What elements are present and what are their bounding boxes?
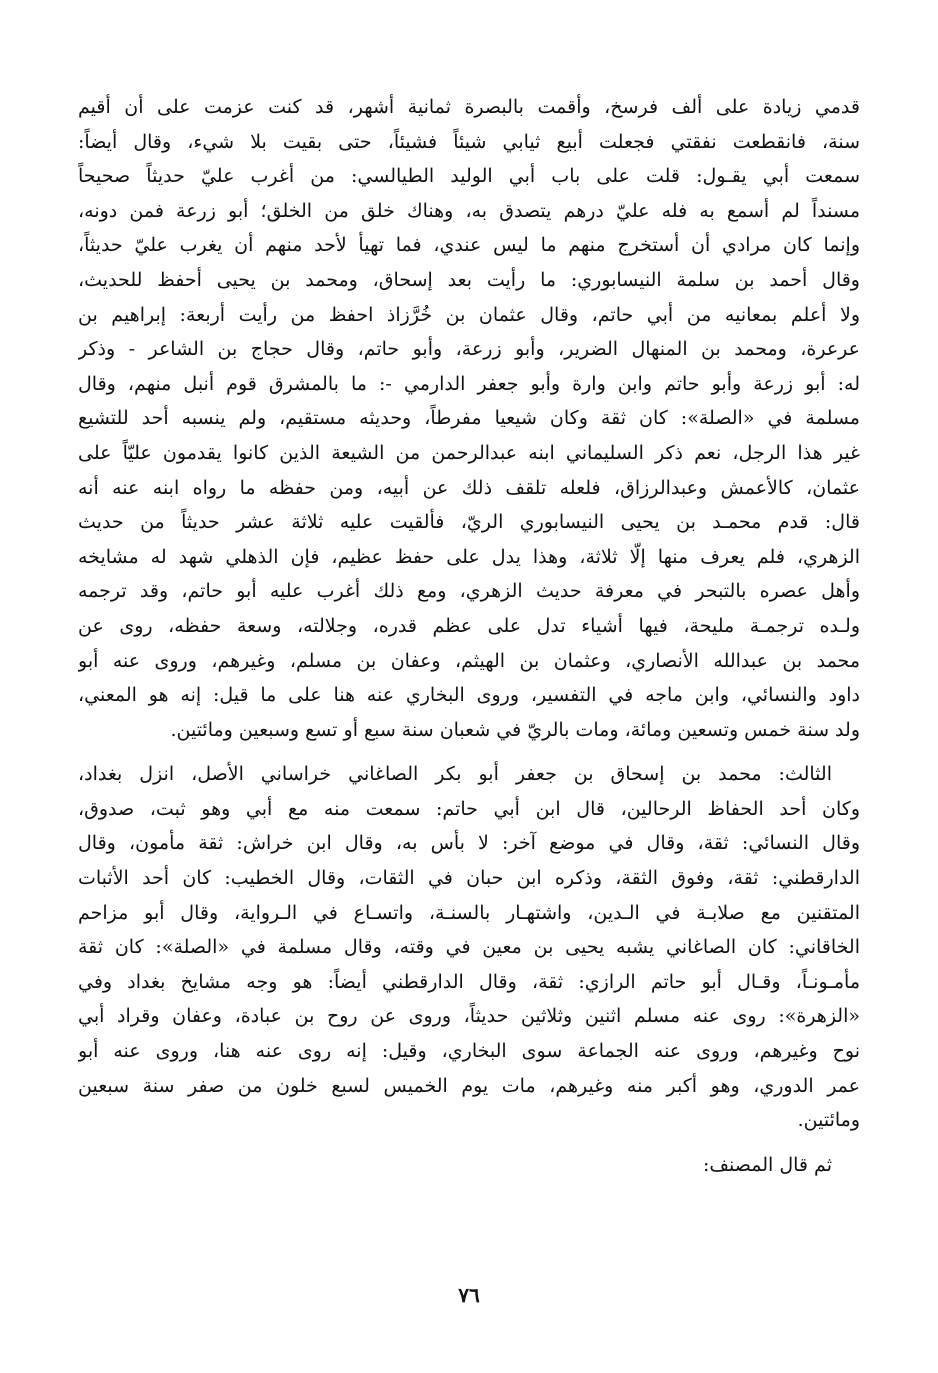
paragraph-1 [78,90,860,747]
text-line: الدارقطني: ثقة، وفوق الثقة، وذكره ابن حبان في الثقات، وقال الخطيب: كان أحد الأثبات [78,867,860,890]
text-line: ومائتين. [797,1109,860,1132]
page-number: ٧٦ [458,1283,480,1307]
text-line: وإنما كان مرادي أن أستخرج منهم ما ليس عندي، فما تهيأ لأحد منهم أن يغرب عليّ حديثاً، [78,234,860,257]
text-line: وأهل عصره بالتبحر في معرفة حديث الزهري، ومع ذلك أغرب عليه أبو حاتم، وقد ترجمه [78,580,860,603]
document-page [78,90,860,1182]
text-line: سنة، فانقطعت نفقتي فجعلت أبيع ثيابي شيئاً فشيئاً، حتى بقيت بلا شيء، وقال أيضاً: [78,130,860,153]
text-line: غير هذا الرجل، نعم ذكر السليماني ابنه عبدالرحمن من الشيعة الذين كانوا يقدمون عليّاً على [78,441,860,464]
text-line: ولا أعلم بمعانيه من أبي حاتم، وقال عثمان بن خُرَّزاذ احفظ من رأيت أربعة: إبراهيم بن [78,303,860,326]
text-line: له: أبو زرعة وأبو حاتم وابن وارة وأبو جعفر الدارمي -: ما بالمشرق قوم أنبل منهم، وقال [78,372,860,395]
paragraph-2 [78,757,860,1138]
text-line: «الزهرة»: روى عنه مسلم اثنين وثلاثين حديثاً، وروى عن روح بن عبادة، وعفان وقراد أبي [78,1005,860,1028]
text-line: قدمي زيادة على ألف فرسخ، وأقمت بالبصرة ثمانية أشهر، قد كنت عزمت على أن أقيم [78,96,860,118]
text-line: قال: قدم محمـد بن يحيى النيسابوري الريّ، فألقيت عليه ثلاثة عشر حديثاً من حديث [78,511,860,534]
text-line: الثالث: محمد بن إسحاق بن جعفر أبو بكر الصاغاني خراساني الأصل، انزل بغداد، [78,763,832,786]
paragraph-gap [78,747,860,757]
paragraph-3 [78,1148,860,1183]
text-line: داود والنسائي، وابن ماجه في التفسير، وروى البخاري عنه هنا على ما قيل: إنه هو المعني، [78,684,860,707]
text-line: ثم قال المصنف: [702,1153,832,1176]
text-line: عمر الدوري، وهو أكبر منه وغيرهم، مات يوم الخميس لسبع خلون من صفر سنة سبعين [78,1074,860,1097]
text-line: مسنداً لم أسمع به فله عليّ درهم يتصدق به، وهناك خلق من الخلق؛ أبو زرعة فمن دونه، [78,199,860,222]
text-line: وقال النسائي: ثقة، وقال في موضع آخر: لا بأس به، وقال ابن خراش: ثقة مأمون، وقال [78,832,860,855]
text-line: المتقنين مع صلابـة في الـدين، واشتهـار بالسنـة، واتسـاع في الـرواية، وقال أبو مزاحم [78,901,860,924]
text-line: ولد سنة خمس وتسعين ومائة، ومات بالريّ في شعبان سنة سبع أو تسع وسبعين ومائتين. [170,718,860,741]
paragraph-gap [78,1138,860,1148]
text-line: مأمـونـاً، وقـال أبو حاتم الرازي: ثقة، وقال الدارقطني أيضاً: هو وجه مشايخ بغداد وفي [78,970,860,993]
text-line: الزهري، فلم يعرف منها إلّا ثلاثة، وهذا يدل على حفظ عظيم، فإن الذهلي شهد له مشايخه [78,545,860,568]
text-line: مسلمة في «الصلة»: كان ثقة وكان شيعيا مفرطاً، وحديثه مستقيم، ولم ينسبه أحد للتشيع [78,407,860,430]
text-line: ولـده ترجمـة مليحة، فيها أشياء تدل على عظم قدره، وجلالته، وسعة حفظه، روى عن [78,614,860,637]
text-line: عرعرة، ومحمد بن المنهال الضرير، وأبو زرعة، وأبو حاتم، وقال حجاج بن الشاعر - وذكر [78,338,860,361]
text-line: الخاقاني: كان الصاغاني يشبه يحيى بن معين في وقته، وقال مسلمة في «الصلة»: كان ثقة [78,936,860,959]
text-line: وقال أحمد بن سلمة النيسابوري: ما رأيت بعد إسحاق، ومحمد بن يحيى أحفظ للحديث، [78,268,860,291]
text-line: نوح وغيرهم، وروى عنه الجماعة سوى البخاري، وقيل: إنه روى عنه هنا، وروى عنه أبو [78,1040,860,1063]
text-line: وكان أحد الحفاظ الرحالين، قال ابن أبي حاتم: سمعت منه مع أبي وهو ثبت، صدوق، [78,797,860,820]
text-line: عثمان، كالأعمش وعبدالرزاق، فلعله تلقف ذلك عن أبيه، ومن حفظه ما رواه ابنه عنه أنه [78,476,860,499]
text-line: محمد بن عبدالله الأنصاري، وعثمان بن الهيثم، وعفان بن مسلم، وغيرهم، وروى عنه أبو [78,649,860,672]
text-line: سمعت أبي يقـول: قلت على باب أبي الوليد الطيالسي: من أغرب عليّ حديثاً صحيحاً [78,165,860,188]
